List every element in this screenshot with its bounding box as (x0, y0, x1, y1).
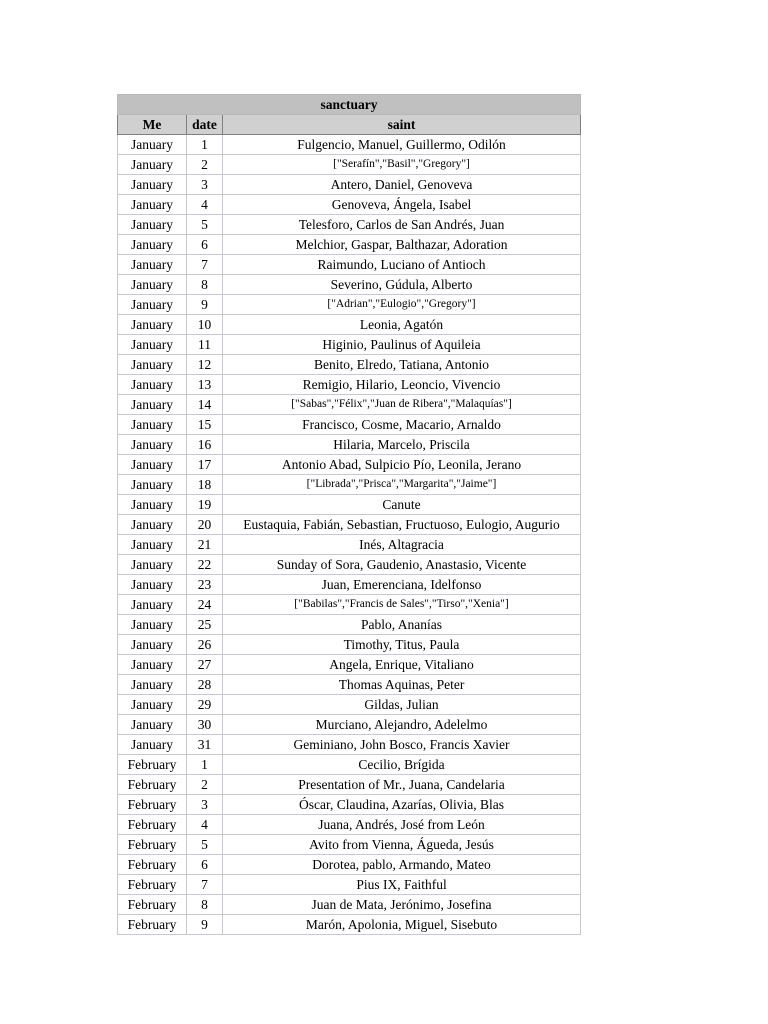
cell-saint: Óscar, Claudina, Azarías, Olivia, Blas (223, 795, 581, 815)
table-row (118, 835, 581, 855)
cell-saint: Remigio, Hilario, Leoncio, Vivencio (223, 375, 581, 395)
cell-date: 8 (187, 275, 223, 295)
cell-month: February (118, 755, 187, 775)
table-row (118, 795, 581, 815)
cell-saint: Benito, Elredo, Tatiana, Antonio (223, 355, 581, 375)
table-row (118, 555, 581, 575)
table-row (118, 355, 581, 375)
cell-date: 6 (187, 855, 223, 875)
table-row (118, 855, 581, 875)
cell-date: 16 (187, 435, 223, 455)
table-row (118, 895, 581, 915)
cell-saint: Telesforo, Carlos de San Andrés, Juan (223, 215, 581, 235)
cell-date: 22 (187, 555, 223, 575)
header-month: Me (118, 115, 187, 135)
table-row (118, 595, 581, 615)
table-row (118, 575, 581, 595)
cell-month: January (118, 295, 187, 315)
table-row (118, 775, 581, 795)
cell-date: 7 (187, 875, 223, 895)
table-row (118, 535, 581, 555)
cell-month: January (118, 555, 187, 575)
cell-saint: Marón, Apolonia, Miguel, Sisebuto (223, 915, 581, 935)
cell-saint: Higinio, Paulinus of Aquileia (223, 335, 581, 355)
table-header-row (118, 115, 581, 135)
cell-month: January (118, 515, 187, 535)
cell-date: 5 (187, 835, 223, 855)
cell-date: 12 (187, 355, 223, 375)
table-row (118, 495, 581, 515)
cell-month: January (118, 455, 187, 475)
cell-date: 6 (187, 235, 223, 255)
cell-saint: Fulgencio, Manuel, Guillermo, Odilón (223, 135, 581, 155)
cell-saint: Antonio Abad, Sulpicio Pío, Leonila, Jerano (223, 455, 581, 475)
cell-date: 18 (187, 475, 223, 495)
table-row (118, 375, 581, 395)
cell-month: January (118, 715, 187, 735)
cell-date: 29 (187, 695, 223, 715)
cell-month: January (118, 435, 187, 455)
table-row (118, 295, 581, 315)
cell-date: 4 (187, 815, 223, 835)
table-row (118, 195, 581, 215)
cell-saint: Presentation of Mr., Juana, Candelaria (223, 775, 581, 795)
cell-saint: Cecilio, Brígida (223, 755, 581, 775)
table-row (118, 635, 581, 655)
cell-date: 10 (187, 315, 223, 335)
cell-month: January (118, 615, 187, 635)
table-row (118, 315, 581, 335)
cell-saint: Raimundo, Luciano of Antioch (223, 255, 581, 275)
cell-month: February (118, 895, 187, 915)
cell-saint: Pius IX, Faithful (223, 875, 581, 895)
cell-month: January (118, 355, 187, 375)
cell-date: 4 (187, 195, 223, 215)
cell-date: 13 (187, 375, 223, 395)
cell-month: February (118, 875, 187, 895)
cell-date: 26 (187, 635, 223, 655)
cell-month: January (118, 475, 187, 495)
cell-month: January (118, 655, 187, 675)
cell-month: January (118, 135, 187, 155)
header-date: date (187, 115, 223, 135)
cell-saint: Juana, Andrés, José from León (223, 815, 581, 835)
table-row (118, 475, 581, 495)
sanctuary-table (117, 94, 581, 935)
table-row (118, 335, 581, 355)
cell-saint: Timothy, Titus, Paula (223, 635, 581, 655)
cell-month: February (118, 855, 187, 875)
cell-saint: Gildas, Julian (223, 695, 581, 715)
sanctuary-sheet (117, 94, 580, 935)
table-row (118, 915, 581, 935)
cell-month: January (118, 575, 187, 595)
table-row (118, 675, 581, 695)
cell-date: 7 (187, 255, 223, 275)
cell-date: 14 (187, 395, 223, 415)
cell-date: 21 (187, 535, 223, 555)
table-row (118, 235, 581, 255)
table-row (118, 515, 581, 535)
cell-saint: Antero, Daniel, Genoveva (223, 175, 581, 195)
cell-saint: Juan de Mata, Jerónimo, Josefina (223, 895, 581, 915)
cell-month: January (118, 535, 187, 555)
header-saint: saint (223, 115, 581, 135)
cell-month: January (118, 735, 187, 755)
table-row (118, 275, 581, 295)
cell-date: 19 (187, 495, 223, 515)
cell-month: January (118, 195, 187, 215)
cell-date: 27 (187, 655, 223, 675)
cell-date: 24 (187, 595, 223, 615)
table-row (118, 615, 581, 635)
cell-saint: ["Librada","Prisca","Margarita","Jaime"] (223, 475, 581, 495)
cell-date: 2 (187, 775, 223, 795)
cell-saint: ["Sabas","Félix","Juan de Ribera","Malaquías"] (223, 395, 581, 415)
cell-date: 11 (187, 335, 223, 355)
cell-saint: Sunday of Sora, Gaudenio, Anastasio, Vicente (223, 555, 581, 575)
cell-saint: Melchior, Gaspar, Balthazar, Adoration (223, 235, 581, 255)
cell-saint: Thomas Aquinas, Peter (223, 675, 581, 695)
cell-month: January (118, 675, 187, 695)
table-body (118, 135, 581, 935)
table-row (118, 455, 581, 475)
cell-month: January (118, 155, 187, 175)
cell-saint: Murciano, Alejandro, Adelelmo (223, 715, 581, 735)
cell-date: 3 (187, 175, 223, 195)
cell-date: 17 (187, 455, 223, 475)
cell-saint: Severino, Gúdula, Alberto (223, 275, 581, 295)
cell-date: 8 (187, 895, 223, 915)
cell-saint: Dorotea, pablo, Armando, Mateo (223, 855, 581, 875)
table-row (118, 415, 581, 435)
table-row (118, 655, 581, 675)
cell-month: January (118, 315, 187, 335)
cell-date: 25 (187, 615, 223, 635)
table-row (118, 695, 581, 715)
table-title-row (118, 95, 581, 115)
cell-month: February (118, 815, 187, 835)
cell-date: 3 (187, 795, 223, 815)
table-row (118, 135, 581, 155)
cell-saint: Avito from Vienna, Águeda, Jesús (223, 835, 581, 855)
cell-month: January (118, 635, 187, 655)
cell-saint: Geminiano, John Bosco, Francis Xavier (223, 735, 581, 755)
cell-month: February (118, 775, 187, 795)
cell-date: 1 (187, 755, 223, 775)
cell-saint: Hilaria, Marcelo, Priscila (223, 435, 581, 455)
cell-saint: ["Babilas","Francis de Sales","Tirso","Xenia"] (223, 595, 581, 615)
cell-month: January (118, 595, 187, 615)
cell-date: 9 (187, 295, 223, 315)
cell-date: 20 (187, 515, 223, 535)
cell-month: February (118, 915, 187, 935)
cell-date: 9 (187, 915, 223, 935)
table-row (118, 735, 581, 755)
cell-month: January (118, 175, 187, 195)
cell-month: January (118, 395, 187, 415)
cell-date: 2 (187, 155, 223, 175)
table-row (118, 395, 581, 415)
cell-saint: Canute (223, 495, 581, 515)
cell-month: January (118, 235, 187, 255)
cell-date: 5 (187, 215, 223, 235)
table-row (118, 215, 581, 235)
cell-month: January (118, 415, 187, 435)
cell-saint: Eustaquia, Fabián, Sebastian, Fructuoso, Eulogio, Augurio (223, 515, 581, 535)
cell-month: January (118, 695, 187, 715)
cell-saint: Genoveva, Ángela, Isabel (223, 195, 581, 215)
cell-date: 23 (187, 575, 223, 595)
cell-saint: Juan, Emerenciana, Idelfonso (223, 575, 581, 595)
table-row (118, 155, 581, 175)
cell-date: 30 (187, 715, 223, 735)
cell-month: February (118, 835, 187, 855)
cell-month: January (118, 375, 187, 395)
cell-month: January (118, 275, 187, 295)
table-row (118, 255, 581, 275)
cell-saint: Francisco, Cosme, Macario, Arnaldo (223, 415, 581, 435)
cell-saint: Inés, Altagracia (223, 535, 581, 555)
table-row (118, 815, 581, 835)
cell-month: January (118, 255, 187, 275)
table-title: sanctuary (118, 95, 581, 115)
cell-date: 15 (187, 415, 223, 435)
cell-saint: ["Serafín","Basil","Gregory"] (223, 155, 581, 175)
cell-month: January (118, 495, 187, 515)
cell-saint: Leonia, Agatón (223, 315, 581, 335)
cell-month: February (118, 795, 187, 815)
cell-saint: ["Adrian","Eulogio","Gregory"] (223, 295, 581, 315)
cell-saint: Angela, Enrique, Vitaliano (223, 655, 581, 675)
table-row (118, 715, 581, 735)
table-row (118, 435, 581, 455)
cell-date: 1 (187, 135, 223, 155)
cell-saint: Pablo, Ananías (223, 615, 581, 635)
table-row (118, 175, 581, 195)
cell-month: January (118, 215, 187, 235)
cell-date: 28 (187, 675, 223, 695)
cell-month: January (118, 335, 187, 355)
table-row (118, 755, 581, 775)
table-row (118, 875, 581, 895)
cell-date: 31 (187, 735, 223, 755)
